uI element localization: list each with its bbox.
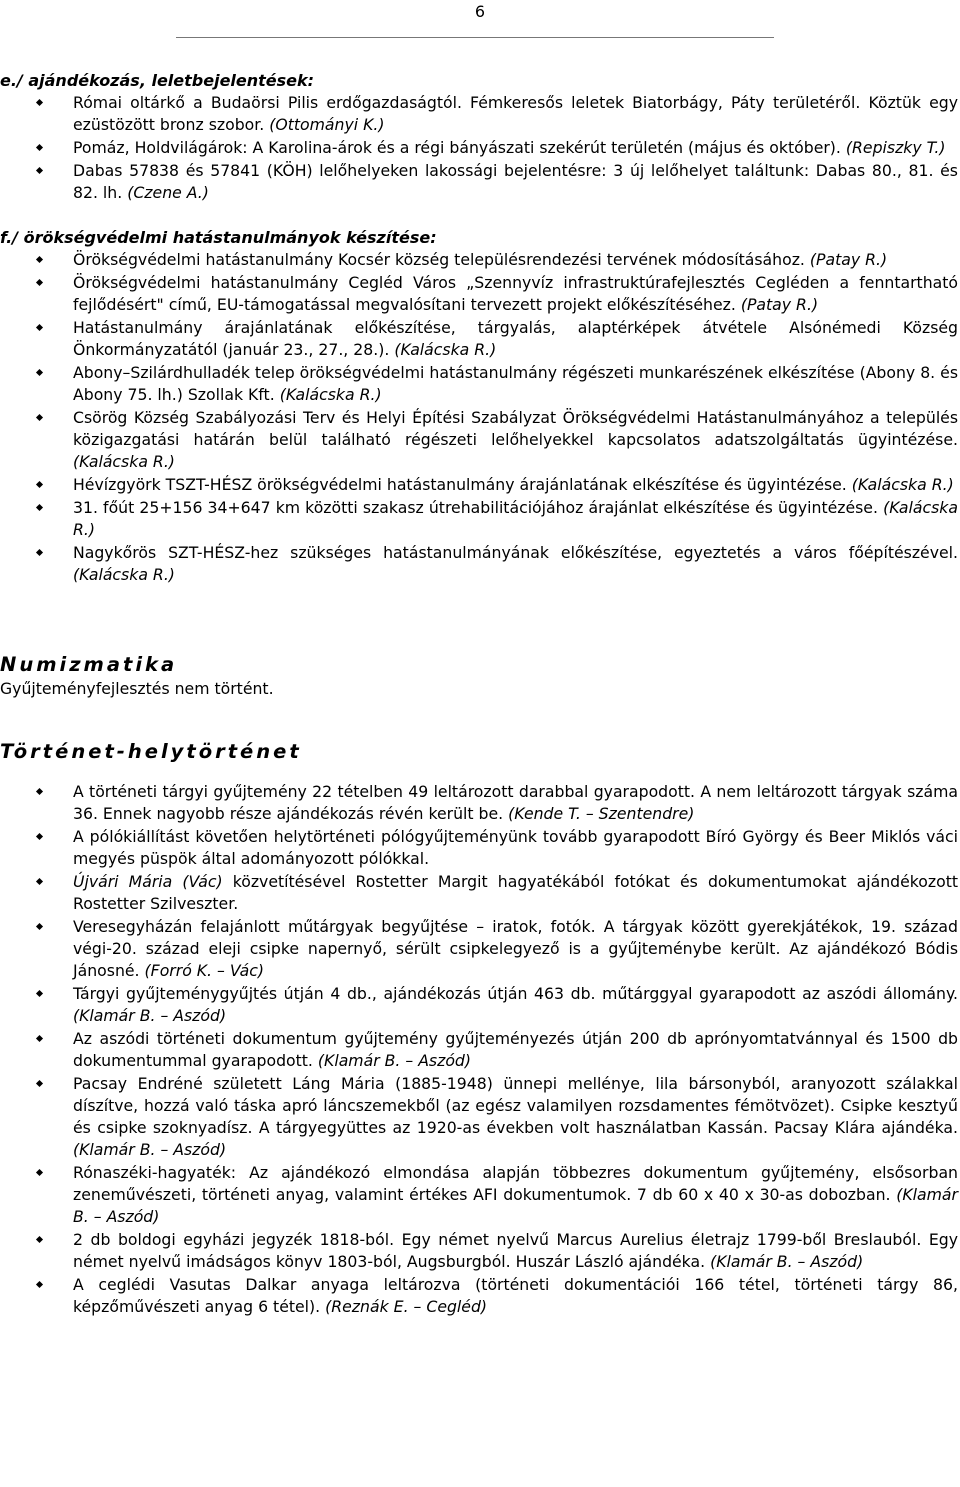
list-item: [0, 781, 958, 825]
item-text: Hévízgyörk TSZT-HÉSZ örökségvédelmi hatástanulmány árajánlatának elkészítése és ügyintézése.: [73, 475, 847, 494]
item-note: (Kalácska R.): [73, 498, 959, 539]
list-item: [0, 983, 958, 1027]
item-text: Csörög Község Szabályozási Terv és Helyi Építési Szabályzat Örökségvédelmi Hatástanulmányához a település közigazgatási határán belül található régészeti lelőhelyekkel kapcsolatos adatszolgáltatás ügyintézése.: [73, 408, 958, 449]
bullet-icon: [36, 369, 43, 376]
bullet-icon: [36, 144, 43, 151]
item-text: 2 db boldogi egyházi jegyzék 1818-ból. Egy német nyelvű Marcus Aurelius életrajz 1799-ből Breslauból. Egy német nyelvű imádságos könyv 1803-ból, Augsburgból. Huszár László ajándéka.: [73, 1230, 958, 1271]
bullet-icon: [36, 549, 43, 556]
bullet-icon: [36, 481, 43, 488]
item-text: Az aszódi történeti dokumentum gyűjtemény gyűjteményezés útján 200 db aprónyomtatvánnyal és 1500 db dokumentummal gyarapodott.: [73, 1029, 958, 1070]
item-text: A történeti tárgyi gyűjtemény 22 tételben 49 leltározott darabbal gyarapodott. A nem leltározott tárgyak száma 36. Ennek nagyobb része ajándékozás révén került be.: [73, 782, 958, 823]
item-text: 31. főút 25+156 34+647 km közötti szakasz útrehabilitációjához árajánlat elkészítése és ügyintézése.: [73, 498, 878, 517]
bullet-icon: [36, 1169, 43, 1176]
bullet-icon: [36, 990, 43, 997]
list-item: [0, 1162, 958, 1228]
item-note: (Kalácska R.): [73, 452, 175, 471]
bullet-icon: [36, 279, 43, 286]
list-item: [0, 542, 958, 586]
item-text: Tárgyi gyűjteménygyűjtés útján 4 db., ajándékozás útján 463 db. műtárggyal gyarapodott az aszódi állomány.: [73, 984, 958, 1003]
list-item: [0, 474, 958, 496]
bullet-icon: [36, 414, 43, 421]
item-note: (Klamár B. – Aszód): [73, 1006, 227, 1025]
item-note: (Kalácska R.): [394, 340, 497, 359]
bullet-icon: [36, 256, 43, 263]
item-note: (Kalácska R.): [851, 475, 954, 494]
list-item: [0, 916, 958, 982]
bullet-icon: [36, 167, 43, 174]
item-text: Abony–Szilárdhulladék telep örökségvédelmi hatástanulmány régészeti munkarészének elkészítése (Abony 8. és Abony 75. lh.) Szollak Kft.: [73, 363, 958, 404]
item-note: (Patay R.): [809, 250, 888, 269]
item-text: Pomáz, Holdvilágárok: A Karolina-árok és a régi bányászati szekérút területén (május és október).: [73, 138, 841, 157]
list-item: [0, 160, 958, 204]
list-item: [0, 871, 958, 915]
item-note: (Kende T. – Szentendre): [508, 804, 695, 823]
item-note: (Repiszky T.): [845, 138, 946, 157]
item-text: Örökségvédelmi hatástanulmány Cegléd Város „Szennyvíz infrastruktúrafejlesztés Cegléden a fenntartható fejlődésért" című, EU-támogatással megvalósítani tervezett projekt előkészítéséhez.: [73, 273, 958, 314]
bullet-icon: [36, 1236, 43, 1243]
item-text: Pacsay Endréné született Láng Mária (1885-1948) ünnepi mellénye, lila bársonyból, aranyozott szálakkal díszítve, hozzá való táska apró láncszemekből (az egész valamilyen rozsdamentes fémötvözet). Csipke kesztyű és csipke szoknyadísz. A tárgyegyüttes az 1920-as években volt használatban Kassán. Pacsay Klára ajándéka.: [73, 1074, 958, 1137]
list-item: [0, 92, 958, 136]
header-rule: [176, 37, 774, 38]
list-item: [0, 407, 958, 473]
list-item: [0, 137, 958, 159]
item-text: közvetítésével Rostetter Margit hagyatékából fotókat és dokumentumokat ajándékozott Rostetter Szilveszter.: [73, 872, 958, 913]
list-item: [0, 1028, 958, 1072]
item-text: Hatástanulmány árajánlatának előkészítése, tárgyalás, alaptérképek átvétele Alsónémedi Község Önkormányzatától (január 23., 27., 28.).: [73, 318, 958, 359]
list-item: [0, 317, 958, 361]
list-item: [0, 1229, 958, 1273]
bullet-list: [0, 249, 958, 586]
item-text: Dabas 57838 és 57841 (KÖH) lelőhelyeken lakossági bejelentésre: 3 új lelőhelyet találtunk: Dabas 80., 81. és 82. lh.: [73, 161, 958, 202]
item-lead: Újvári Mária (Vác): [73, 872, 223, 891]
section-tortenet: [0, 739, 958, 1318]
item-note: (Reznák E. – Cegléd): [325, 1297, 488, 1316]
item-note: (Patay R.): [740, 295, 819, 314]
item-note: (Klamár B. – Aszód): [317, 1051, 472, 1070]
section-hatastanulmanyok: [0, 227, 958, 586]
bullet-icon: [36, 1035, 43, 1042]
bullet-icon: [36, 99, 43, 106]
page-number: 6: [474, 2, 486, 21]
item-note: (Czene A.): [127, 183, 209, 202]
item-text: Örökségvédelmi hatástanulmány Kocsér község településrendezési tervének módosításához.: [73, 250, 805, 269]
list-item: [0, 272, 958, 316]
bullet-icon: [36, 878, 43, 885]
section-numizmatika: [0, 652, 958, 700]
item-text: Nagykőrös SZT-HÉSZ-hez szükséges hatástanulmányának előkészítése, egyeztetés a város főépítészével.: [73, 543, 958, 562]
item-note: (Ottományi K.): [269, 115, 385, 134]
list-item: [0, 362, 958, 406]
section-heading: f./ örökségvédelmi hatástanulmányok készítése:: [0, 228, 437, 247]
list-item: [0, 826, 958, 870]
list-item: [0, 497, 958, 541]
bullet-icon: [36, 923, 43, 930]
document-body: [0, 70, 960, 1319]
item-text: Római oltárkő a Budaörsi Pilis erdőgazdaságtól. Fémkeresős leletek Biatorbágy, Páty területéről. Köztük egy ezüstözött bronz szobor.: [73, 93, 958, 134]
list-item: [0, 1274, 958, 1318]
item-text: Rónaszéki-hagyaték: Az ajándékozó elmondása alapján többezres dokumentum gyűjtemény, elsősorban zeneművészeti, történeti anyag, valamint értékes AFI dokumentumok. 7 db 60 x 40 x 30-as dobozban.: [73, 1163, 958, 1204]
list-item: [0, 1073, 958, 1161]
section-heading: e./ ajándékozás, leletbejelentések:: [0, 71, 315, 90]
item-note: (Klamár B. – Aszód): [73, 1140, 227, 1159]
bullet-icon: [36, 1281, 43, 1288]
bullet-icon: [36, 1080, 43, 1087]
item-note: (Kalácska R.): [279, 385, 382, 404]
section-ajandekozas: [0, 70, 958, 204]
section-heading: Numizmatika: [0, 653, 178, 676]
bullet-icon: [36, 324, 43, 331]
bullet-list: [0, 781, 958, 1318]
bullet-list: [0, 92, 958, 204]
item-text: A ceglédi Vasutas Dalkar anyaga leltározva (történeti dokumentációi 166 tétel, történeti tárgy 86, képzőművészeti anyag 6 tétel).: [73, 1275, 958, 1316]
item-note: (Kalácska R.): [73, 565, 175, 584]
list-item: [0, 249, 958, 271]
bullet-icon: [36, 833, 43, 840]
item-text: A pólókiállítást követően helytörténeti pólógyűjteményünk tovább gyarapodott Bíró György és Beer Miklós váci megyés püspök által adományozott pólókkal.: [73, 827, 958, 868]
bullet-icon: [36, 788, 43, 795]
item-note: (Klamár B. – Aszód): [73, 1185, 958, 1226]
bullet-icon: [36, 504, 43, 511]
item-text: Veresegyházán felajánlott műtárgyak begyűjtése – iratok, fotók. A tárgyak között gyerekjátékok, 19. század végi-20. század eleji csipke napernyő, sérült csipkelegyező is a gyűjteménybe került. Az ajándékozó Bódis Jánosné.: [73, 917, 958, 980]
section-heading: Történet-helytörténet: [0, 740, 302, 763]
item-note: (Forró K. – Vác): [144, 961, 264, 980]
item-note: (Klamár B. – Aszód): [710, 1252, 864, 1271]
section-text: Gyűjteményfejlesztés nem történt.: [0, 679, 274, 698]
